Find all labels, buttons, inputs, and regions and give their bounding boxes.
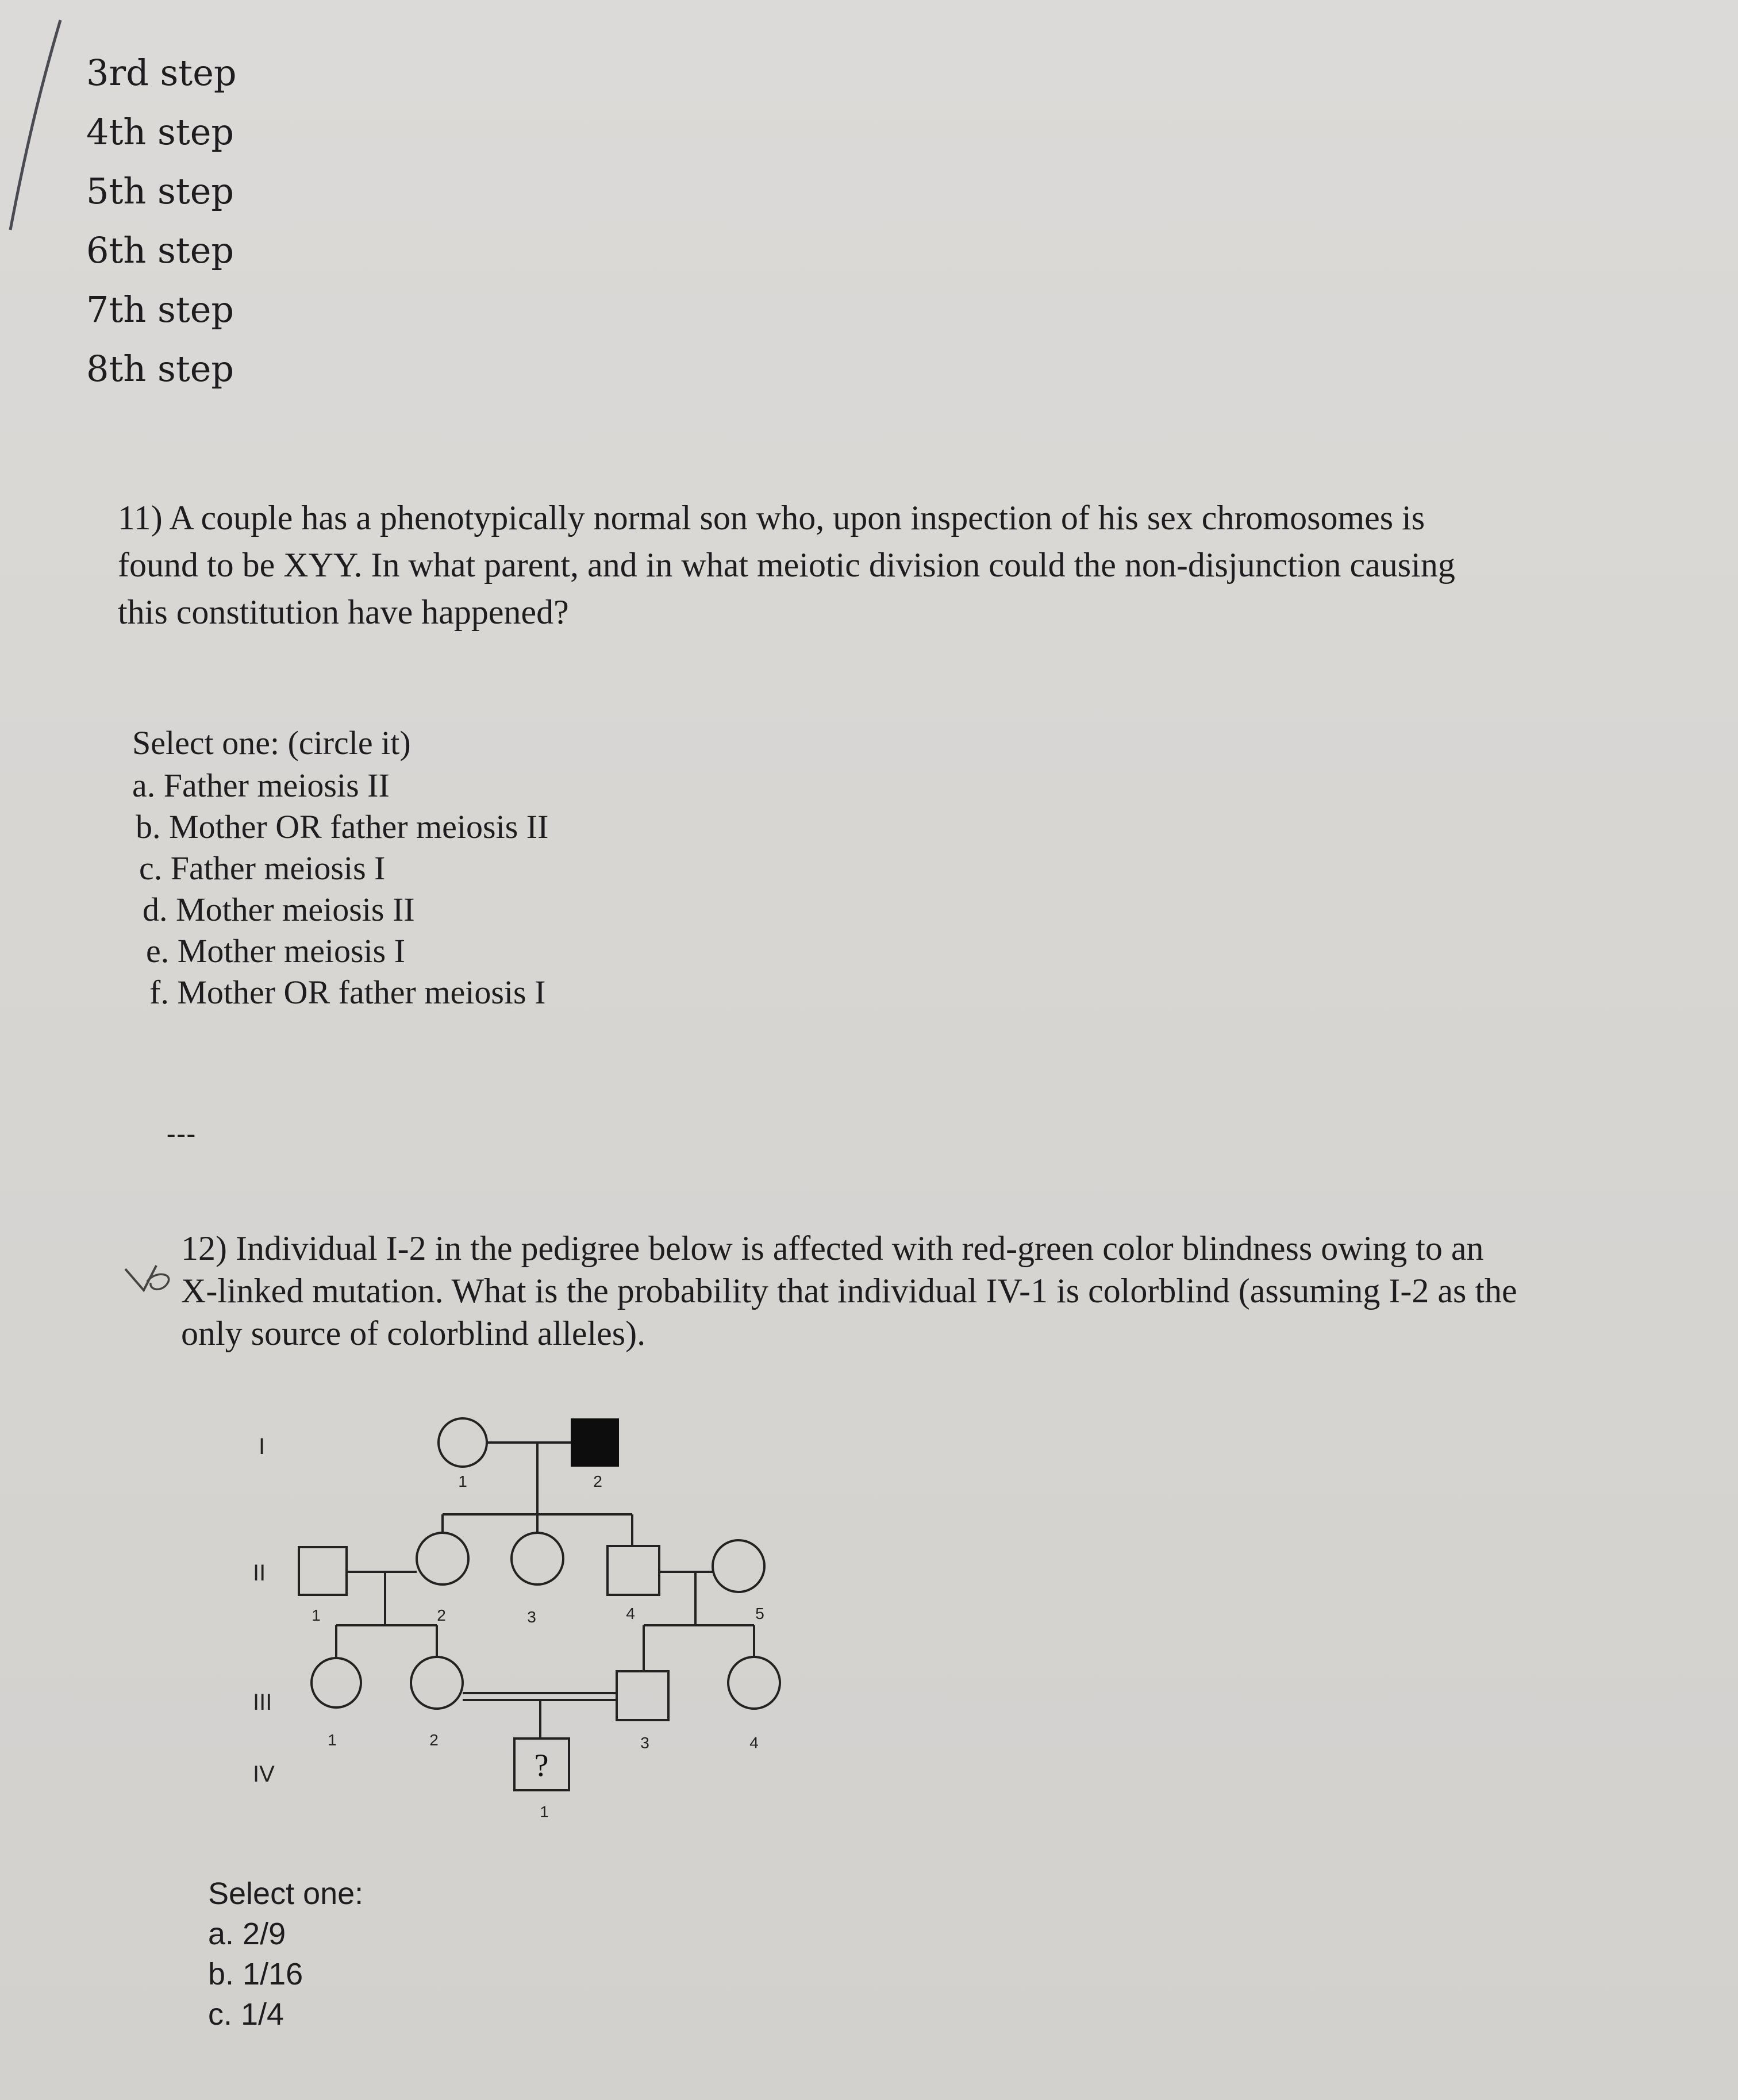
individual-number: 2 [429, 1731, 439, 1749]
step-item: 4th step [86, 111, 234, 153]
question-line: this constitution have happened? [118, 593, 569, 631]
pedigree-chart [218, 1391, 851, 1851]
individual-number: 4 [749, 1734, 759, 1752]
steps-list [86, 43, 237, 398]
question-12-text [181, 1227, 1675, 1355]
question-line: X-linked mutation. What is the probability that individual IV-1 is colorblind (assuming I-2 as the [181, 1272, 1517, 1310]
unknown-status-label: ? [534, 1748, 549, 1783]
individual-II-3 [512, 1533, 563, 1584]
question-line: only source of colorblind alleles). [181, 1314, 646, 1352]
generation-label-II: II [253, 1560, 266, 1586]
individual-II-1 [299, 1547, 347, 1595]
option-c[interactable]: c. 1/4 [208, 1997, 284, 2032]
individual-II-2 [417, 1533, 468, 1584]
question-line: 11) A couple has a phenotypically normal son who, upon inspection of his sex chromosomes is [118, 499, 1425, 537]
individual-I-1 [439, 1418, 487, 1467]
option-b[interactable]: b. 1/16 [208, 1957, 303, 1991]
question-12 [181, 1227, 1675, 1355]
step-item: 6th step [86, 229, 234, 271]
question-line: found to be XYY. In what parent, and in what meiotic division could the non-disjunction causing [118, 546, 1455, 584]
individual-number: 3 [640, 1734, 649, 1752]
individual-number: 2 [593, 1472, 602, 1490]
option-d[interactable]: d. Mother meiosis II [143, 891, 415, 928]
individual-II-5 [713, 1540, 764, 1592]
question-11-text [118, 494, 1589, 636]
step-item: 5th step [86, 170, 234, 212]
select-prompt: Select one: [208, 1876, 364, 1911]
individual-number: 2 [437, 1606, 446, 1624]
question-line: 12) Individual I-2 in the pedigree below is affected with red-green color blindness owing to an [181, 1229, 1484, 1267]
individual-III-2 [411, 1657, 463, 1709]
generation-label-III: III [253, 1690, 272, 1715]
individual-III-3 [617, 1671, 668, 1720]
individual-number: 4 [626, 1605, 635, 1622]
individual-III-1 [312, 1658, 361, 1707]
separator: --- [167, 1118, 197, 1148]
paper-edge-line [0, 0, 1738, 247]
pen-mark-icon [121, 1259, 184, 1299]
option-f[interactable]: f. Mother OR father meiosis I [149, 974, 546, 1011]
generation-label-I: I [259, 1434, 266, 1459]
individual-number: 5 [755, 1605, 764, 1622]
individual-number: 1 [328, 1731, 337, 1749]
individual-I-2-affected [572, 1420, 618, 1466]
option-c[interactable]: c. Father meiosis I [139, 849, 386, 887]
step-item: 7th step [86, 289, 234, 330]
generation-label-IV: IV [253, 1761, 275, 1787]
individual-II-4 [607, 1546, 659, 1595]
individual-number: 1 [312, 1606, 321, 1624]
individual-number: 1 [540, 1803, 549, 1821]
step-item: 3rd step [86, 52, 237, 94]
individual-number: 1 [458, 1472, 467, 1490]
option-a[interactable]: a. Father meiosis II [132, 767, 390, 804]
question-11-options [132, 721, 548, 1013]
individual-number: 3 [527, 1608, 536, 1626]
step-item: 8th step [86, 348, 234, 390]
option-e[interactable]: e. Mother meiosis I [146, 932, 406, 970]
question-12-options [208, 1874, 363, 2034]
option-a[interactable]: a. 2/9 [208, 1917, 286, 1951]
question-11 [118, 494, 1589, 636]
option-b[interactable]: b. Mother OR father meiosis II [136, 808, 549, 845]
select-prompt: Select one: (circle it) [132, 724, 411, 761]
individual-III-4 [728, 1657, 780, 1709]
